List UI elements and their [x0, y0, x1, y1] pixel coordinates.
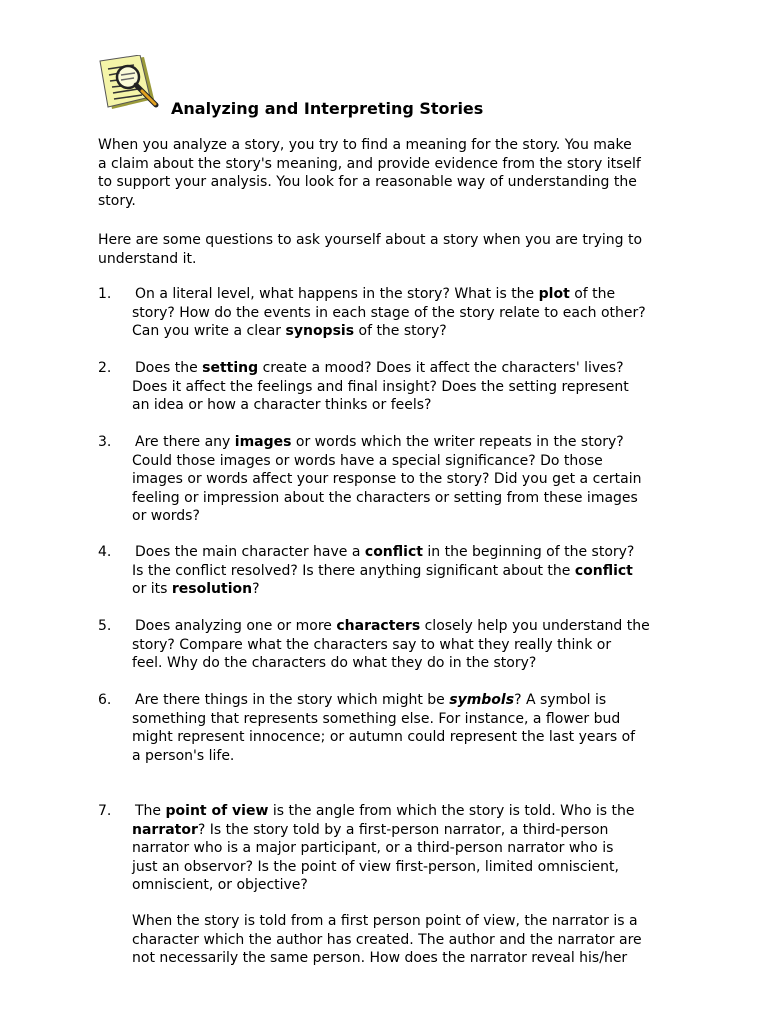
question-number: 1.	[98, 286, 112, 302]
intro-line: When you analyze a story, you try to find a meaning for the story. You make	[98, 137, 632, 153]
question-line: narrator? Is the story told by a first-person narrator, a third-person	[132, 821, 609, 838]
question-line: an idea or how a character thinks or feels?	[132, 397, 432, 414]
question-line: Does it affect the feelings and final insight? Does the setting represent	[132, 378, 629, 395]
key-term: conflict	[364, 544, 423, 560]
question-item	[98, 359, 698, 415]
question-item	[98, 617, 698, 673]
key-term: conflict	[574, 562, 633, 579]
question-line: On a literal level, what happens in the story? What is the plot of the	[135, 286, 616, 302]
question-line: Does the main character have a conflict in the beginning of the story?	[135, 544, 635, 560]
question-line: The point of view is the angle from which the story is told. Who is the	[135, 803, 635, 819]
question-line: might represent innocence; or autumn could represent the last years of	[132, 729, 636, 746]
lead-line: understand it.	[98, 250, 197, 267]
question-line: Are there any images or words which the writer repeats in the story?	[135, 434, 624, 450]
question-line: just an observor? Is the point of view first-person, limited omniscient,	[132, 858, 619, 875]
magnifier-over-document-icon	[96, 55, 168, 115]
question-line: a person's life.	[132, 747, 235, 764]
question-item	[98, 691, 698, 765]
question-line: Does analyzing one or more characters closely help you understand the	[135, 618, 650, 634]
key-term: resolution	[171, 581, 253, 598]
key-term: synopsis	[285, 323, 355, 340]
question-line: omniscient, or objective?	[132, 877, 308, 894]
intro-line: to support your analysis. You look for a reasonable way of understanding the	[98, 174, 637, 191]
question-number: 2.	[98, 360, 112, 376]
question-number: 7.	[98, 803, 112, 819]
key-term: images	[234, 434, 292, 450]
question-item	[98, 433, 698, 526]
question-line: feeling or impression about the characters or setting from these images	[132, 489, 638, 506]
key-term: symbols	[449, 692, 515, 708]
question-line: or its resolution?	[132, 581, 260, 598]
key-term: plot	[538, 286, 570, 302]
key-term: setting	[202, 360, 259, 376]
question-text	[132, 433, 698, 526]
note-line: not necessarily the same person. How does the narrator reveal his/her	[132, 950, 628, 967]
question-text	[132, 617, 698, 673]
intro-line: story.	[98, 192, 136, 209]
question-line: Could those images or words have a special significance? Do those	[132, 452, 603, 469]
question-number: 6.	[98, 692, 112, 708]
question-text	[132, 285, 698, 341]
question-number: 4.	[98, 544, 112, 560]
question-number: 3.	[98, 434, 112, 450]
intro-line: a claim about the story's meaning, and provide evidence from the story itself	[98, 155, 641, 172]
question-number: 5.	[98, 618, 112, 634]
question-line: story? Compare what the characters say to what they really think or	[132, 636, 612, 653]
question-text	[132, 359, 698, 415]
question-item	[98, 285, 698, 341]
key-term: narrator	[132, 821, 198, 838]
note-line: character which the author has created. The author and the narrator are	[132, 931, 642, 948]
key-term: point of view	[165, 803, 269, 819]
question-item	[98, 802, 698, 895]
question-item	[98, 543, 698, 599]
question-text	[132, 802, 698, 895]
point-of-view-note	[132, 912, 702, 968]
question-line: Are there things in the story which might be symbols? A symbol is	[135, 692, 607, 708]
note-line: When the story is told from a first person point of view, the narrator is a	[132, 913, 638, 929]
question-line: Is the conflict resolved? Is there anything significant about the conflict	[132, 562, 633, 579]
key-term: characters	[336, 618, 421, 634]
question-text	[132, 691, 698, 765]
question-line: something that represents something else. For instance, a flower bud	[132, 710, 621, 727]
question-line: story? How do the events in each stage of the story relate to each other?	[132, 304, 646, 321]
question-line: Does the setting create a mood? Does it affect the characters' lives?	[135, 360, 624, 376]
lead-paragraph	[98, 231, 698, 268]
page-title: Analyzing and Interpreting Stories	[171, 99, 484, 118]
question-text	[132, 543, 698, 599]
question-line: narrator who is a major participant, or a third-person narrator who is	[132, 840, 614, 857]
question-line: or words?	[132, 508, 200, 525]
question-line: images or words affect your response to the story? Did you get a certain	[132, 471, 642, 488]
lead-line: Here are some questions to ask yourself about a story when you are trying to	[98, 232, 643, 248]
question-line: Can you write a clear synopsis of the story?	[132, 323, 447, 340]
question-line: feel. Why do the characters do what they do in the story?	[132, 655, 537, 672]
intro-paragraph	[98, 136, 698, 210]
